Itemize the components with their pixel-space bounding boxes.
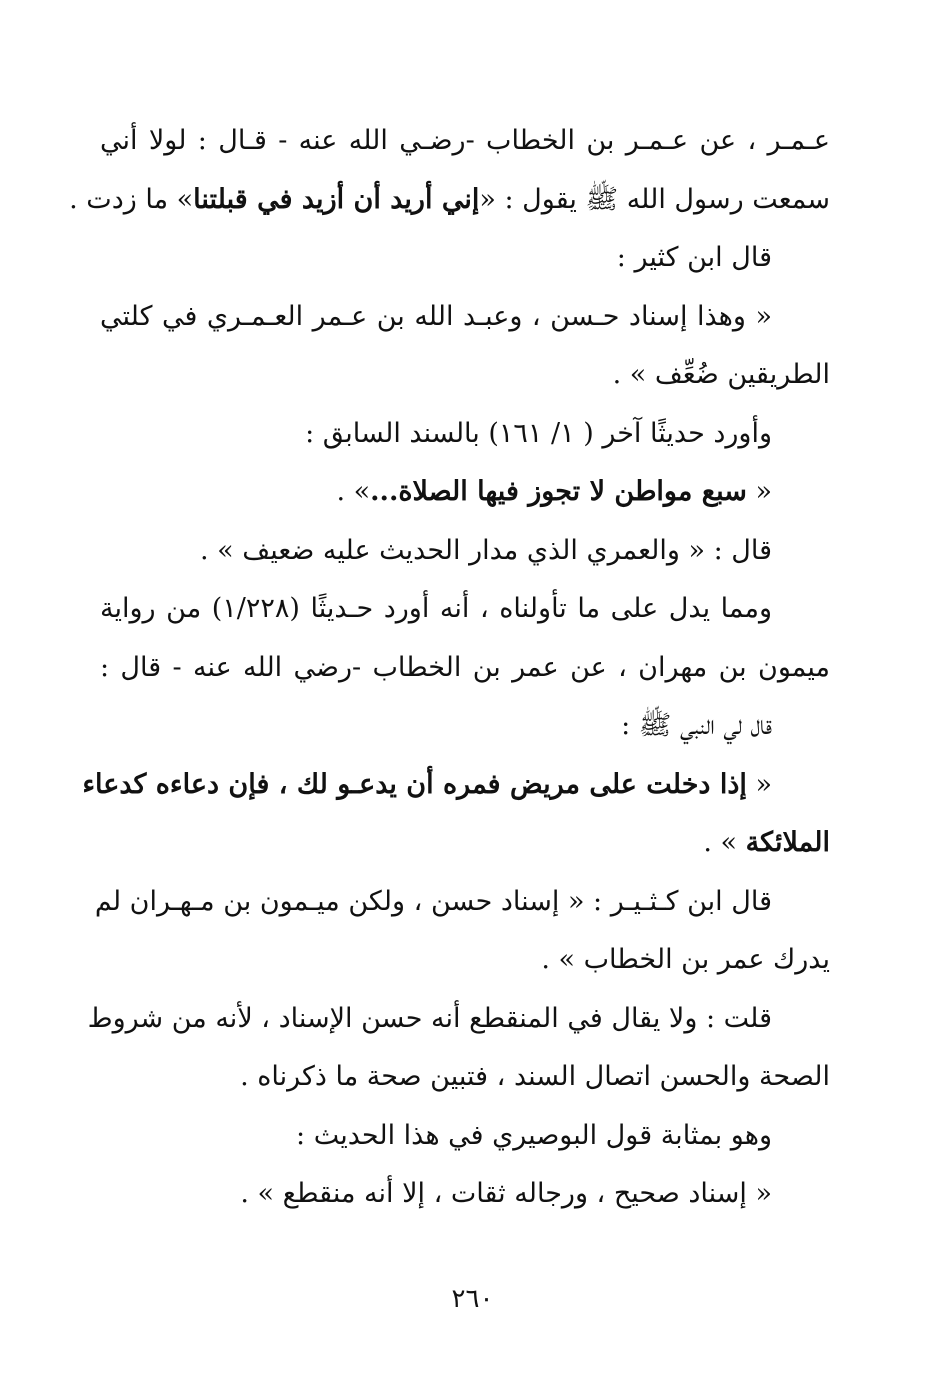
text-line bbox=[100, 1107, 830, 1166]
text-line bbox=[100, 112, 830, 171]
text-segment: ميمون بن مهران ، عن عمر بن الخطاب -رضي الله عنه - قال : bbox=[100, 651, 830, 683]
text-segment: سمعت رسول الله ﷺ يقول : « bbox=[479, 183, 830, 215]
text-line bbox=[100, 346, 830, 405]
text-segment: » . bbox=[336, 476, 371, 507]
text-segment: « إسناد صحيح ، ورجاله ثقات ، إلا أنه منقطع » . bbox=[240, 1178, 772, 1209]
text-segment: الصحة والحسن اتصال السند ، فتبين صحة ما ذكرناه . bbox=[240, 1061, 830, 1092]
bold-text-segment: سبع مواطن لا تجوز فيها الصلاة... bbox=[370, 476, 747, 507]
text-segment: وهو بمثابة قول البوصيري في هذا الحديث : bbox=[296, 1119, 772, 1151]
text-line bbox=[100, 1165, 830, 1224]
text-line bbox=[100, 580, 830, 639]
text-line bbox=[100, 814, 830, 873]
text-segment: قال ابن كثير : bbox=[616, 242, 772, 273]
bold-text-segment: إني أريد أن أزيد في قبلتنا bbox=[193, 183, 480, 215]
text-segment: قال ابن كـثـيـر : « إسناد حسن ، ولكن ميـمون بن مـهـران لم bbox=[94, 885, 772, 917]
text-segment: » . bbox=[703, 827, 746, 858]
text-line bbox=[69, 171, 830, 230]
text-segment: الطريقين ضُعِّف » . bbox=[612, 359, 830, 390]
text-line bbox=[100, 1048, 830, 1107]
text-line bbox=[100, 229, 830, 288]
text-segment: « وهذا إسناد حـسن ، وعبـد الله بن عـمر العـمـري في كلتي bbox=[100, 300, 772, 332]
text-line bbox=[82, 756, 830, 815]
bold-text-segment: الملائكة bbox=[745, 827, 830, 858]
text-segment: يدرك عمر بن الخطاب » . bbox=[541, 944, 830, 975]
page-number: ٢٦٠ bbox=[451, 1284, 494, 1314]
text-segment: ومما يدل على ما تأولناه ، أنه أورد حـديثًا (١/٢٢٨) من رواية bbox=[100, 593, 772, 624]
text-line bbox=[94, 873, 830, 932]
text-line bbox=[100, 288, 830, 347]
text-line bbox=[100, 463, 830, 522]
text-segment: « bbox=[746, 768, 772, 800]
text-line bbox=[100, 931, 830, 990]
text-segment: » ما زدت . bbox=[69, 183, 194, 215]
text-segment: قال : « والعمري الذي مدار الحديث عليه ضعيف » . bbox=[199, 534, 772, 566]
text-segment: « bbox=[746, 476, 772, 507]
text-line bbox=[100, 522, 830, 581]
text-line bbox=[100, 697, 830, 756]
text-line bbox=[100, 405, 830, 464]
body-text bbox=[69, 112, 830, 1224]
bold-text-segment: إذا دخلت على مريض فمره أن يدعـو لك ، فإن دعاءه كدعاء bbox=[82, 768, 747, 800]
text-segment: وأورد حديثًا آخر ( ١/ ١٦١) بالسند السابق : bbox=[305, 417, 772, 449]
text-segment: قلت : ولا يقال في المنقطع أنه حسن الإسناد ، لأنه من شروط bbox=[87, 1002, 772, 1034]
text-segment: عـمـر ، عن عـمـر بن الخطاب -رضـي الله عنه - قـال : لولا أني bbox=[100, 125, 830, 156]
text-segment: قال لي النبي ﷺ : bbox=[621, 710, 772, 741]
text-line bbox=[87, 990, 830, 1049]
text-line bbox=[100, 639, 830, 698]
